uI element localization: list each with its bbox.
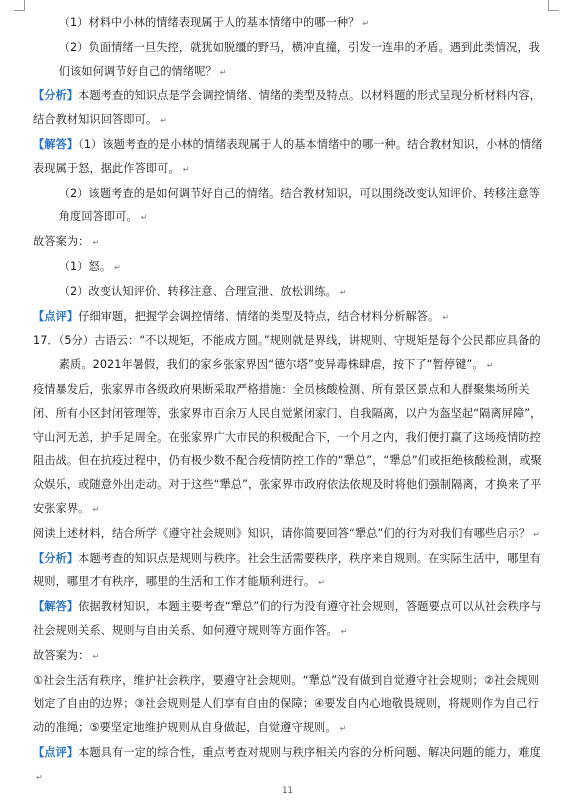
paragraph-mark-icon: ↵	[219, 67, 227, 77]
paragraph	[33, 644, 547, 669]
paragraph-mark-icon: ↵	[533, 529, 540, 539]
paragraph-text: （1）材料中小林的情绪表现属于人的基本情绪中的哪一种？	[58, 16, 360, 29]
paragraph-text: 17．（5分）古语云：“不以规矩，不能成方圆。”规则就是界线，讲规则、守规矩是每个公民都应具备的素质。2021年暑假，我们的家乡张家界因“德尔塔”变异毒株肆虐，按下了“暂停键”。	[33, 334, 541, 372]
paragraph-mark-icon: ↵	[92, 504, 100, 514]
crop-mark-top-left	[14, 0, 25, 11]
paragraph-text: ①社会生活有秩序，维护社会秩序，要遵守社会规则。“犟总”没有做到自觉遵守社会规则；②社会规则划定了自由的边界；③社会规则是人们享有自由的保障；④要发自内心地敬畏规则，将规则作为自己行动的准绳；⑤要坚定地维护规则从自身做起，自觉遵守规则。	[33, 673, 540, 735]
answer-paragraph	[33, 547, 547, 596]
paragraph-text: 仔细审题，把握学会调控情绪、情绪的类型及特点，结合材料分析解答。	[78, 309, 440, 323]
paragraph-text: 故答案为：	[33, 648, 90, 662]
answer-paragraph	[33, 84, 547, 133]
answer-paragraph	[33, 133, 547, 182]
paragraph	[33, 255, 547, 280]
paragraph	[33, 36, 547, 85]
paragraph-mark-icon: ↵	[92, 651, 100, 661]
section-tag-label: 【点评】	[33, 309, 79, 323]
paragraph-text: （1）该题考查的是小林的情绪表现属于人的基本情绪中的哪一种。结合教材知识，小林的情绪表现属于怒，据此作答即可。	[33, 137, 543, 175]
paragraph-mark-icon: ↵	[114, 262, 121, 272]
paragraph-text: 故答案为：	[33, 235, 90, 249]
section-tag-label: 【分析】	[33, 89, 79, 103]
section-tag-label: 【点评】	[33, 745, 79, 759]
answer-paragraph	[33, 305, 547, 330]
paragraph-mark-icon: ↵	[339, 287, 347, 297]
paragraph	[33, 230, 547, 255]
paragraph-text: 依据教材知识，本题主要考查“犟总”们的行为没有遵守社会规则，答题要点可以从社会秩序与社会规则关系、规则与自由关系、如何遵守规则等方面作答。	[33, 600, 542, 637]
paragraph-mark-icon: ↵	[486, 361, 494, 371]
paragraph-text: 阅读上述材料，结合所学《遵守社会规则》知识，请你简要回答“犟总”们的行为对我们有哪些启示？	[33, 526, 531, 540]
paragraph-text: （2）改变认知评价、转移注意、合理宣泄、放松训练。	[58, 284, 337, 298]
paragraph-mark-icon: ↵	[442, 312, 450, 322]
paragraph	[33, 669, 547, 741]
paragraph-mark-icon: ↵	[160, 116, 167, 126]
paragraph-text: 本题具有一定的综合性，重点考查对规则与秩序相关内容的分析问题、解决问题的能力，难度	[78, 745, 541, 759]
paragraph	[33, 280, 547, 305]
paragraph-mark-icon: ↵	[339, 724, 347, 734]
paragraph	[33, 522, 547, 547]
paragraph-text: 疫情暴发后，张家界市各级政府果断采取严格措施：全员核酸检测、所有景区景点和人群聚集场所关闭、所有小区封闭管理等，张家界市百余万人民自觉紧闭家门、自我隔离，以户为盔坚起“隔离屏障”，守山河无恙，护手足周全。在张家界广大市民的积极配合下，一个月之内，我们便打赢了这场疫情防控阻击战。但在抗疫过程中，仍有极少数不配合疫情防控工作的“犟总”，“犟总”们或拒绝核酸检测，或聚众娱乐，或随意外出走动。对于这些“犟总”，张家界市政府依法依规及时将他们强制隔离，才换来了平安张家界。	[33, 382, 542, 515]
paragraph-text: （2）负面情绪一旦失控，就犹如脱缰的野马，横冲直撞，引发一连串的矛盾。遇到此类情况，我们该如何调节好自己的情绪呢？	[58, 40, 541, 78]
paragraph-mark-icon: ↵	[340, 626, 348, 636]
answer-paragraph	[33, 595, 547, 644]
paragraph-mark-icon: ↵	[140, 213, 148, 223]
section-tag-label: 【解答】	[33, 600, 79, 614]
answer-paragraph	[33, 741, 547, 790]
paragraph	[33, 378, 547, 522]
section-tag-label: 【解答】	[33, 137, 79, 151]
paragraph-mark-icon: ↵	[182, 164, 190, 174]
paragraph-mark-icon: ↵	[318, 578, 326, 588]
paragraph-text: 本题考查的知识点是规则与秩序。社会生活需要秩序，秩序来自规则。在实际生活中，哪里有规则，哪里才有秩序，哪里的生活和工作才能顺利进行。	[33, 551, 541, 589]
document-body	[33, 11, 547, 790]
paragraph-text: 本题考查的知识点是学会调控情绪、情绪的类型及特点。以材料题的形式呈现分析材料内容，结合教材知识回答即可。	[33, 89, 541, 127]
crop-mark-top-right	[548, 0, 559, 11]
paragraph	[33, 329, 547, 378]
section-tag-label: 【分析】	[33, 551, 79, 565]
paragraph-mark-icon: ↵	[362, 19, 370, 28]
paragraph	[33, 182, 547, 231]
paragraph-text: （1）怒。	[58, 259, 112, 273]
page-number: 11	[282, 786, 293, 796]
paragraph	[33, 11, 547, 36]
paragraph-mark-icon: ↵	[92, 238, 100, 248]
paragraph-mark-icon: ↵	[36, 772, 43, 782]
paragraph-text: （2）该题考查的是如何调节好自己的情绪。结合教材知识，可以围绕改变认知评价、转移注意等角度回答即可。	[58, 186, 541, 224]
